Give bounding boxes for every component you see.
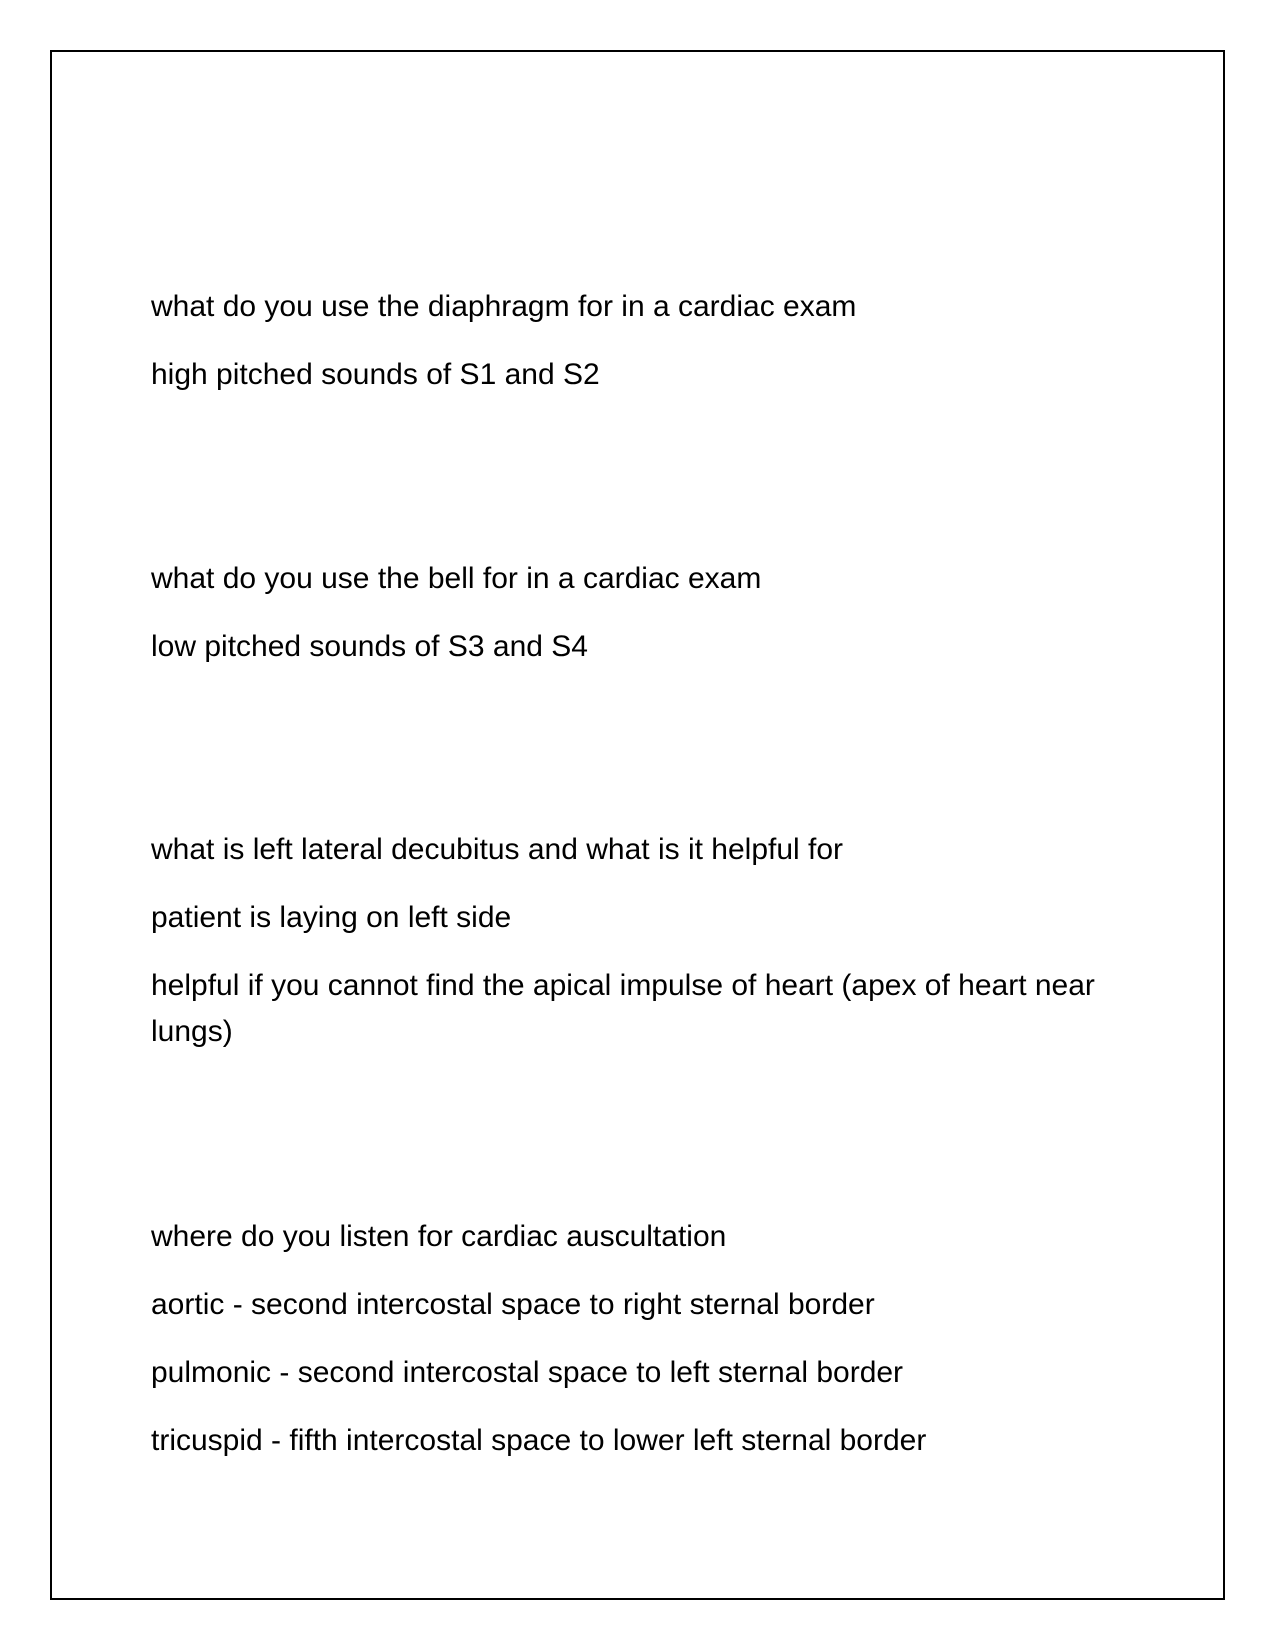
flashcard-1 [151, 284, 1141, 420]
flashcard-3 [151, 827, 1141, 1077]
question-text: where do you listen for cardiac auscultation [151, 1220, 727, 1253]
question-text: what do you use the bell for in a cardiac exam [151, 562, 762, 595]
question-text: what do you use the diaphragm for in a cardiac exam [151, 290, 857, 323]
answer-text: high pitched sounds of S1 and S2 [151, 358, 600, 391]
answer-text: pulmonic - second intercostal space to left sternal border [151, 1356, 904, 1389]
answer-text: tricuspid - fifth intercostal space to lower left sternal border [151, 1424, 927, 1457]
answer-text: patient is laying on left side [151, 901, 512, 934]
flashcard-2 [151, 556, 1141, 692]
question-text: what is left lateral decubitus and what is it helpful for [151, 833, 844, 866]
answer-text: low pitched sounds of S3 and S4 [151, 630, 588, 663]
answer-text: helpful if you cannot find the apical impulse of heart (apex of heart near lungs) [151, 969, 1095, 1048]
flashcard-4 [151, 1214, 1141, 1486]
answer-text: aortic - second intercostal space to right sternal border [151, 1288, 875, 1321]
